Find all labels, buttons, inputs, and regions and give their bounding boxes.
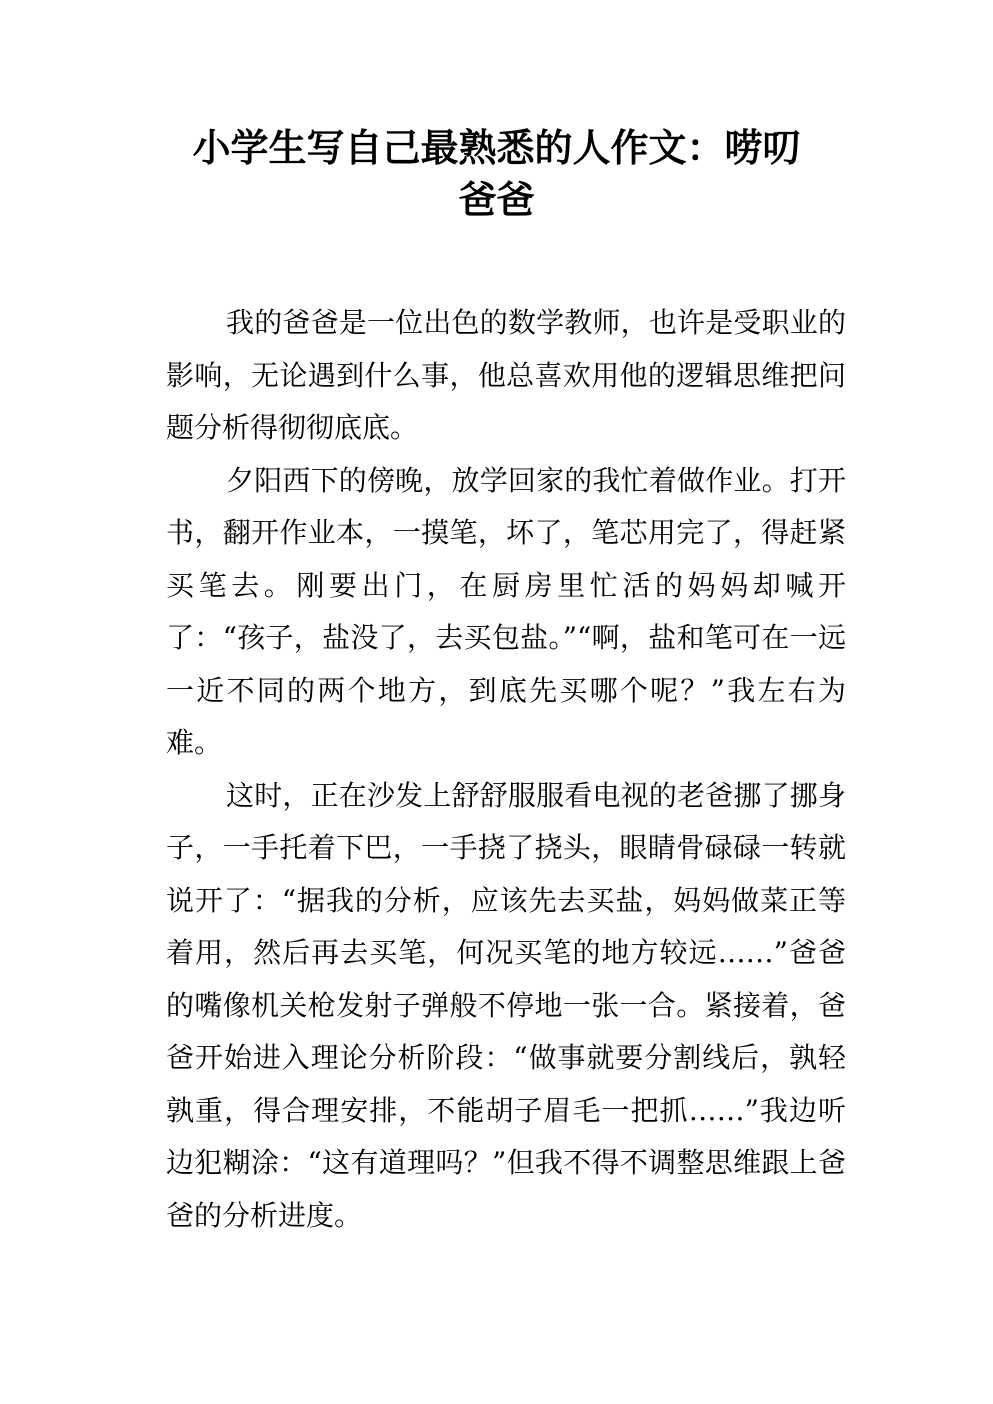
title-line-1: 小学生写自己最熟悉的人作文：唠叨 [192, 126, 801, 170]
document-body [166, 297, 846, 1242]
paragraph-2: 夕阳西下的傍晚，放学回家的我忙着做作业。打开书，翻开作业本，一摸笔，坏了，笔芯用完了，得赶紧买笔去。刚要出门，在厨房里忙活的妈妈却喊开了：“孩子，盐没了，去买包盐。”“啊，盐和笔可在一远一近不同的两个地方，到底先买哪个呢？”我左右为难。 [166, 463, 846, 759]
document-title [140, 122, 853, 226]
paragraph-3: 这时，正在沙发上舒舒服服看电视的老爸挪了挪身子，一手托着下巴，一手挠了挠头，眼睛骨碌碌一转就说开了：“据我的分析，应该先去买盐，妈妈做菜正等着用，然后再去买笔，何况买笔的地方较远……”爸爸的嘴像机关枪发射子弹般不停地一张一合。紧接着，爸爸开始进入理论分析阶段：“做事就要分割线后，孰轻孰重，得合理安排，不能胡子眉毛一把抓……”我边听边犯糊涂：“这有道理吗？”但我不得不调整思维跟上爸爸的分析进度。 [166, 778, 846, 1232]
paragraph-1: 我的爸爸是一位出色的数学教师，也许是受职业的影响，无论遇到什么事，他总喜欢用他的逻辑思维把问题分析得彻彻底底。 [166, 306, 846, 444]
title-line-2: 爸爸 [458, 178, 535, 222]
